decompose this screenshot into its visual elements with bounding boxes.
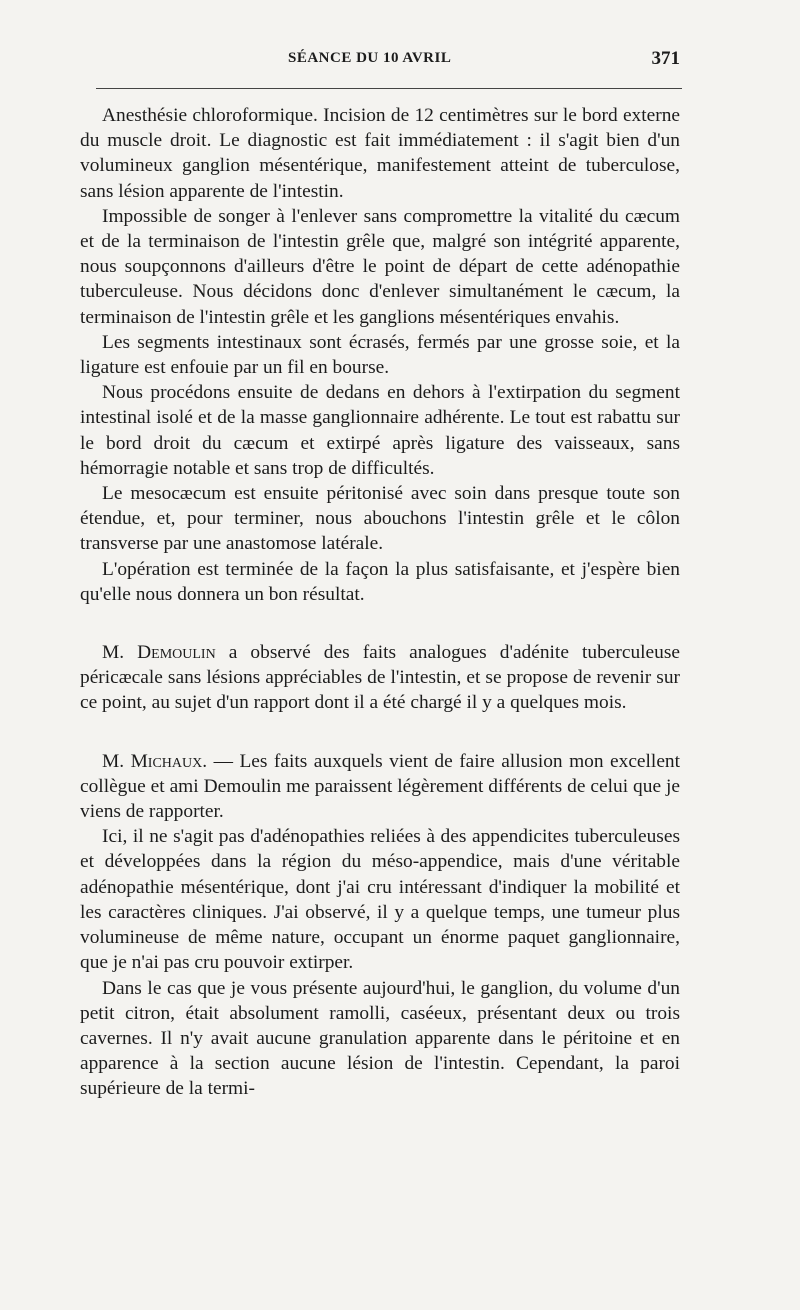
speaker-name: M. Michaux.: [102, 750, 208, 772]
page-header: [82, 48, 680, 76]
paragraph: Les segments intestinaux sont écrasés, fermés par une grosse soie, et la ligature est enfouie par un fil en bourse.: [80, 331, 680, 379]
speaker-name: M. Demoulin: [102, 642, 216, 664]
header-rule: [96, 88, 682, 89]
paragraph: L'opération est terminée de la façon la plus satisfaisante, et j'espère bien qu'elle nous donnera un bon résultat.: [80, 558, 680, 605]
paragraph: Le mesocæcum est ensuite péritonisé avec soin dans presque toute son étendue, et, pour terminer, nous abouchons l'intestin grêle et le côlon transverse par une anastomose latérale.: [80, 483, 680, 555]
paragraph: Dans le cas que je vous présente aujourd'hui, le ganglion, du volume d'un petit citron, était absolument ramolli, caséeux, présentant deux ou trois cavernes. Il n'y avait aucune granulation apparente dans le péritoine et en apparence à la section aucune lésion de l'intestin. Cependant, la paroi supérieure de la termi-: [80, 977, 680, 1100]
running-title: SÉANCE DU 10 AVRIL: [288, 50, 452, 66]
paragraph: Nous procédons ensuite de dedans en dehors à l'extirpation du segment intestinal isolé et de la masse ganglionnaire adhérente. Le tout est rabattu sur le bord droit du cæcum et extirpé après ligature des vaisseaux, sans hémorragie notable et sans trop de difficultés.: [80, 382, 680, 479]
paragraph: Impossible de songer à l'enlever sans compromettre la vitalité du cæcum et de la terminaison de l'intestin grêle que, malgré son intégrité apparente, nous soupçonnons d'ailleurs d'être le point de départ de cette adénopathie tuberculeuse. Nous décidons donc d'enlever simultanément le cæcum, la terminaison de l'intestin grêle et les ganglions mésentériques envahis.: [80, 205, 680, 328]
paragraph: M. Demoulin a observé des faits analogues d'adénite tuberculeuse péricæcale sans lésions appréciables de l'intestin, et se propose de revenir sur ce point, au sujet d'un rapport dont il a été chargé il y a quelques mois.: [80, 642, 680, 714]
paragraph: Anesthésie chloroformique. Incision de 12 centimètres sur le bord externe du muscle droit. Le diagnostic est fait immédiatement : il s'agit bien d'un volumineux ganglion mésentérique, manifestement atteint de tuberculose, sans lésion apparente de l'intestin.: [80, 105, 680, 202]
paragraph: M. Michaux. — Les faits auxquels vient de faire allusion mon excellent collègue et ami Demoulin me paraissent légèrement différents de celui que je viens de rapporter.: [80, 750, 681, 823]
page-number: 371: [651, 48, 680, 69]
body-text: [80, 103, 680, 1102]
paragraph: Ici, il ne s'agit pas d'adénopathies reliées à des appendicites tuberculeuses et développées dans la région du méso-appendice, mais d'une véritable adénopathie mésentérique, dont j'ai cru intéressant d'indiquer la mobilité et les caractères cliniques. J'ai observé, il y a quelque temps, une tumeur plus volumineuse de même nature, occupant un énorme paquet ganglionnaire, que je n'ai pas cru pouvoir extirper.: [80, 826, 680, 974]
